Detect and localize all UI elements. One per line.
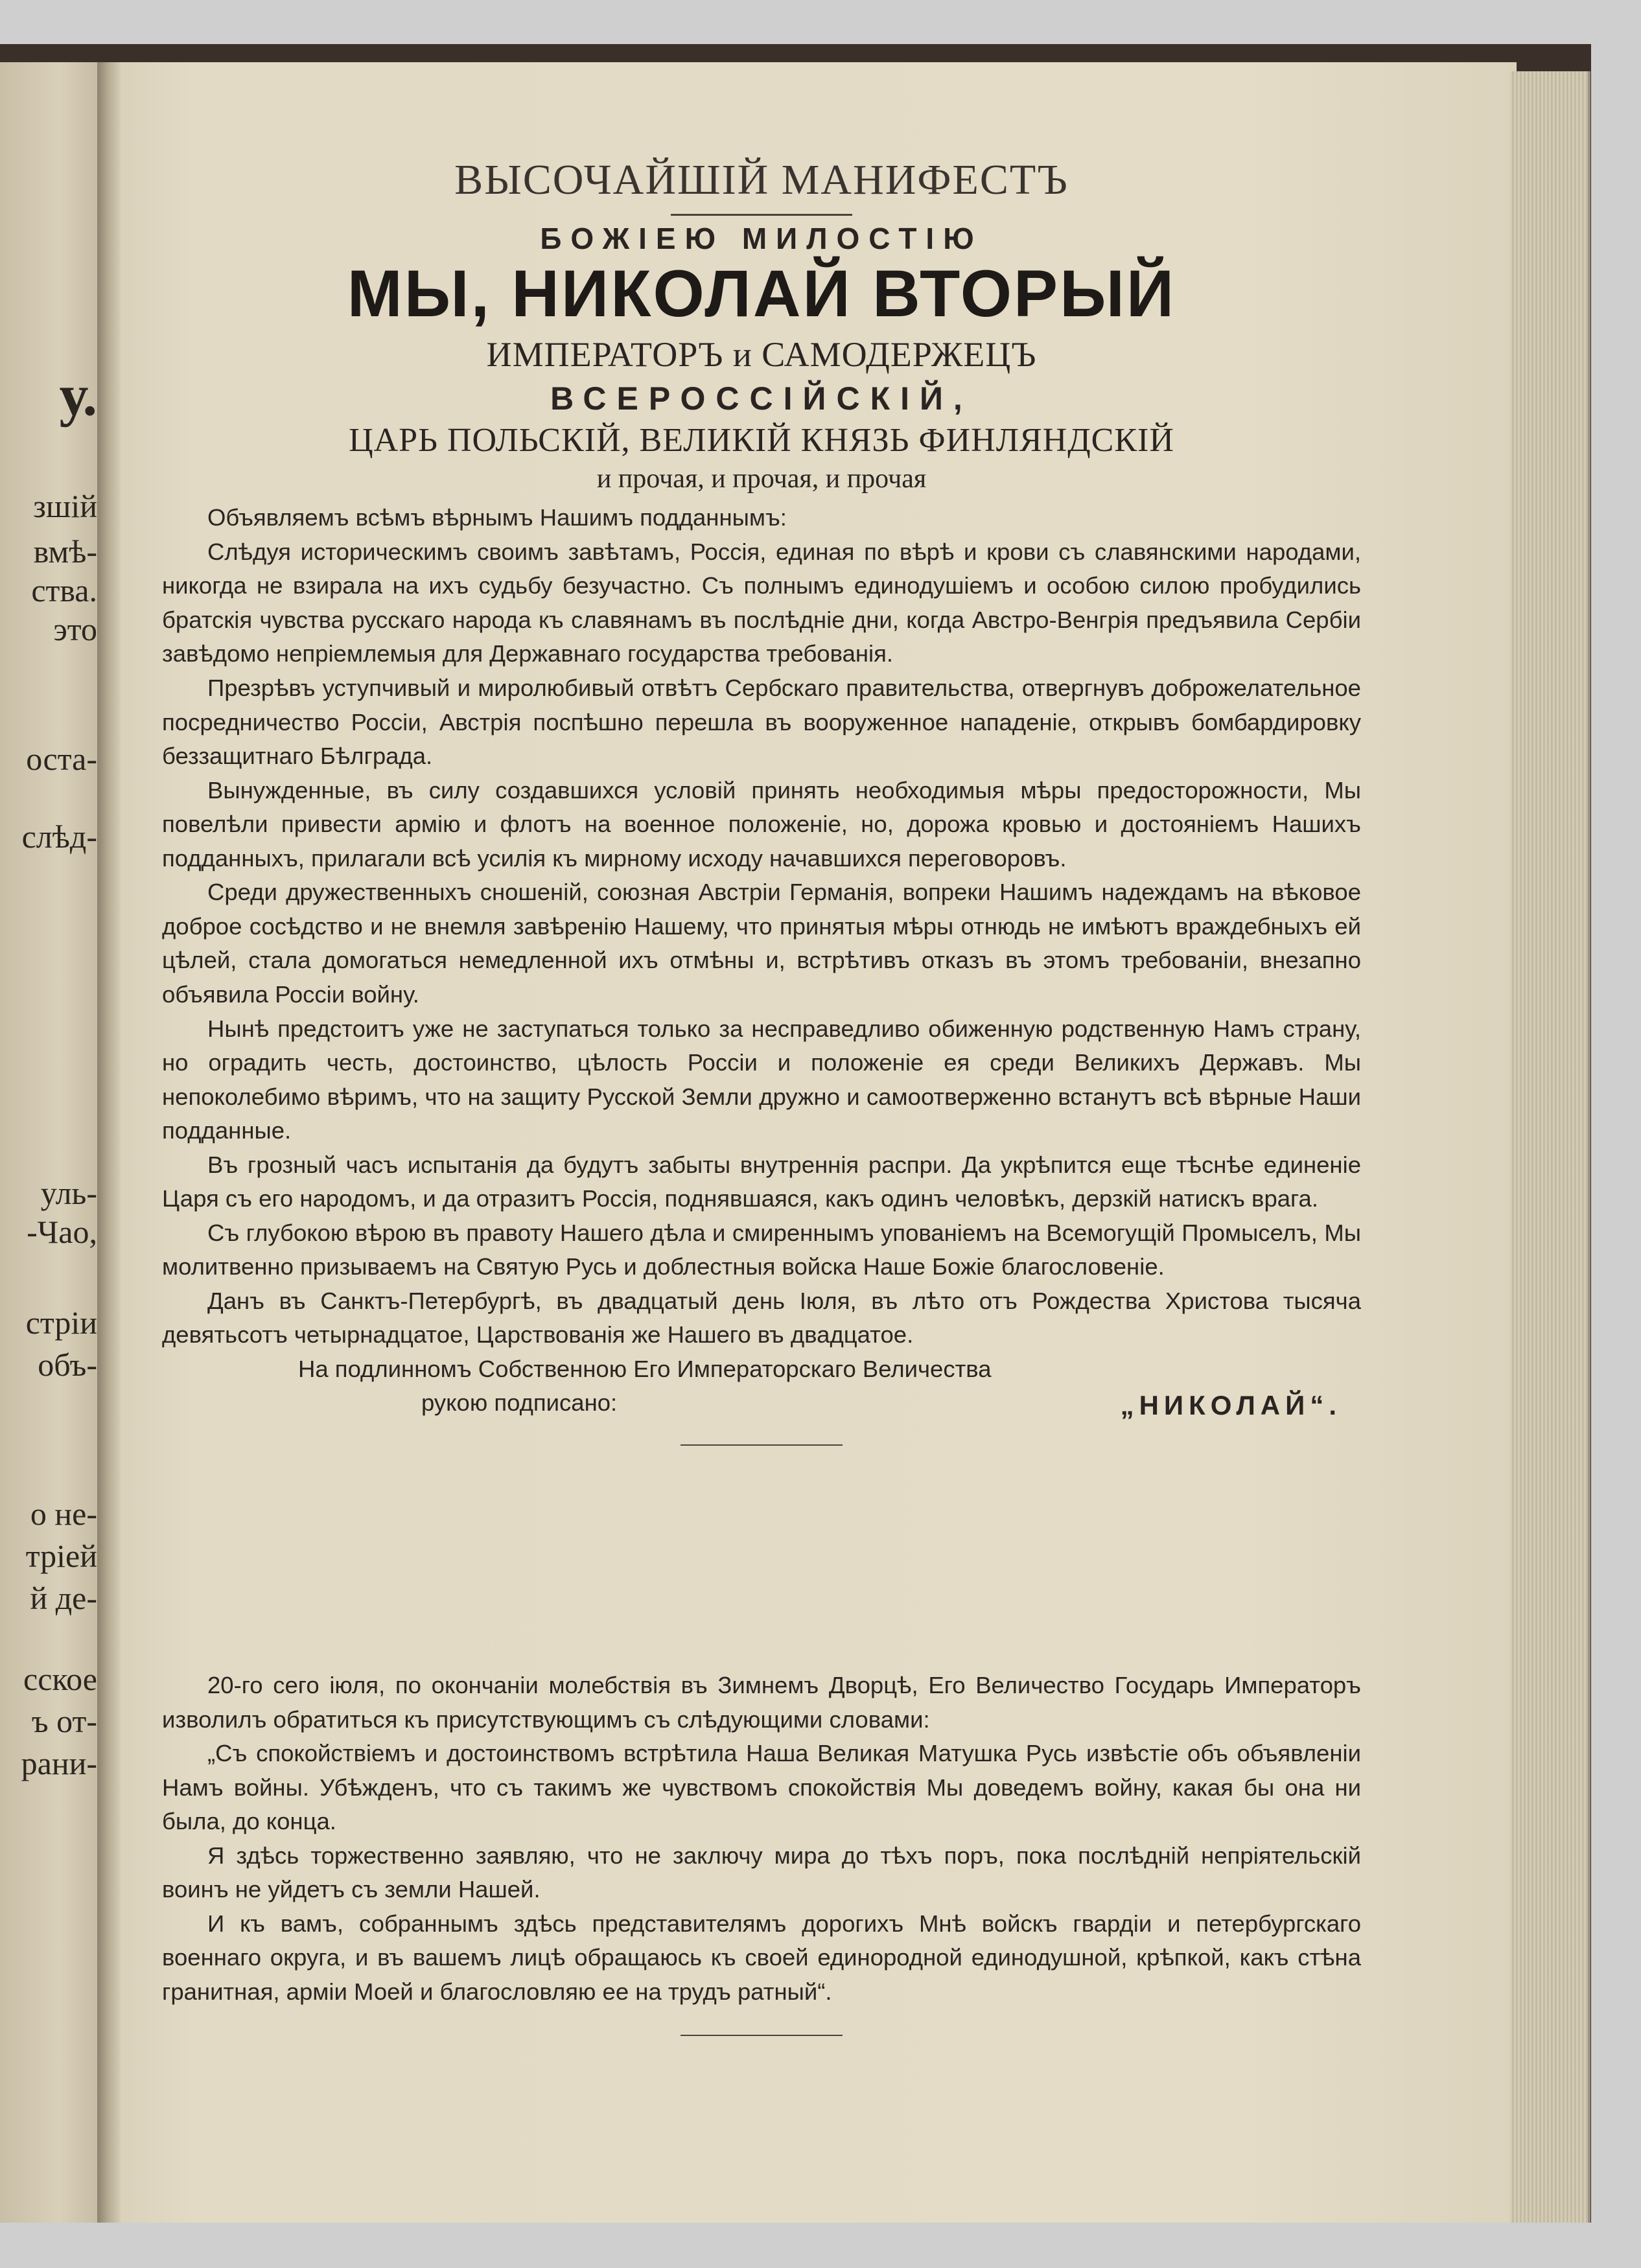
signed-line-1: На подлинномъ Собственною Его Императорскаго Величества bbox=[298, 1355, 992, 1382]
left-fragment: слѣд- bbox=[21, 818, 97, 855]
address-line: Объявляемъ всѣмъ вѣрнымъ Нашимъ подданнымъ: bbox=[207, 504, 787, 531]
emperor-name: МЫ, НИКОЛАЙ ВТОРЫЙ bbox=[347, 257, 1176, 330]
manifesto bbox=[162, 156, 1361, 1446]
left-fragment: оста- bbox=[26, 741, 97, 777]
speech-paragraph: „Съ спокойствіемъ и достоинствомъ встрѣтила Наша Великая Матушка Русь извѣстіе объ объявленіи Намъ войны. Убѣжденъ, что съ такимъ же чувствомъ спокойствія Мы доведемъ войну, какая бы она ни была, до конца. bbox=[162, 1740, 1361, 1835]
left-fragment: вмѣ- bbox=[33, 533, 97, 570]
speech-paragraph: Я здѣсь торжественно заявляю, что не заключу мира до тѣхъ поръ, пока послѣдній непріятельскій воинъ не уйдетъ съ земли Нашей. bbox=[162, 1842, 1361, 1903]
paragraph: Вынужденные, въ силу создавшихся условій принять необходимыя мѣры предосторожности, Мы повелѣли привести армію и флотъ на военное положеніе, но, дорожа кровью и достояніемъ Нашихъ подданныхъ, прилагали всѣ усилія къ мирному исходу начавшихся переговоровъ. bbox=[162, 776, 1361, 872]
signature-block bbox=[162, 1352, 1361, 1428]
end-rule bbox=[681, 2035, 843, 2036]
left-fragment: это bbox=[53, 611, 97, 647]
left-fragment: ства. bbox=[31, 572, 97, 608]
left-page bbox=[0, 62, 109, 2223]
signed-line-2: рукою подписано: bbox=[421, 1389, 618, 1416]
left-fragment: стріи bbox=[25, 1304, 97, 1341]
left-fragment: тріей bbox=[25, 1538, 97, 1574]
title-line-3: ЦАРЬ ПОЛЬСКІЙ, ВЕЛИКІЙ КНЯЗЬ ФИНЛЯНДСКІЙ bbox=[349, 422, 1174, 459]
paragraph: Съ глубокою вѣрою въ правоту Нашего дѣла и смиреннымъ упованіемъ на Всемогущій Промыселъ, Мы молитвенно призываемъ на Святую Русь и доблестныя войска Наше Божіе благословеніе. bbox=[162, 1219, 1361, 1280]
title-line-4: и прочая, и прочая, и прочая bbox=[596, 464, 927, 494]
speech-intro: 20-го сего іюля, по окончаніи молебствія въ Зимнемъ Дворцѣ, Его Величество Государь Императоръ изволилъ обратиться къ присутствующимъ съ слѣдующими словами: bbox=[162, 1672, 1361, 1733]
grace-line: БОЖІЕЮ МИЛОСТІЮ bbox=[540, 222, 983, 255]
left-fragment: объ- bbox=[38, 1347, 97, 1383]
left-fragment: у. bbox=[59, 364, 97, 428]
left-fragment: о не- bbox=[30, 1496, 97, 1532]
left-fragment: й де- bbox=[30, 1580, 97, 1616]
speech-section bbox=[162, 1669, 1361, 2036]
paragraph: Среди дружественныхъ сношеній, союзная Австріи Германія, вопреки Нашимъ надеждамъ на вѣковое доброе сосѣдство и не внемля завѣренію Нашему, что принятыя мѣры отнюдь не имѣютъ враждебныхъ ей цѣлей, стала домогаться немедленной ихъ отмѣны и, встрѣтивъ отказъ въ этомъ требованіи, внезапно объявила Россіи войну. bbox=[162, 879, 1361, 1008]
paragraph: Слѣдуя историческимъ своимъ завѣтамъ, Россія, единая по вѣрѣ и крови съ славянскими народами, никогда не взирала на ихъ судьбу безучастно. Съ полнымъ единодушіемъ и особою силою пробудились братскія чувства русскаго народа къ славянамъ въ послѣдніе дни, когда Австро-Венгрія предъявила Сербіи завѣдомо непріемлемыя для Державнаго государства требованія. bbox=[162, 538, 1361, 667]
left-fragment: -Чао, bbox=[27, 1214, 97, 1250]
title-rule bbox=[671, 214, 852, 216]
title-line-1: ИМПЕРАТОРЪ и САМОДЕРЖЕЦЪ bbox=[486, 335, 1037, 375]
section-rule bbox=[681, 1444, 843, 1446]
signature: „НИКОЛАЙ“. bbox=[1120, 1389, 1342, 1420]
book-gutter bbox=[97, 62, 121, 2223]
left-fragment: зшій bbox=[33, 488, 97, 524]
manifesto-title: ВЫСОЧАЙШІЙ МАНИФЕСТЪ bbox=[454, 156, 1069, 203]
page-edges bbox=[1510, 71, 1590, 2223]
left-fragment: сское bbox=[23, 1661, 97, 1697]
paragraph: Нынѣ предстоитъ уже не заступаться только за несправедливо обиженную родственную Намъ страну, но оградить честь, достоинство, цѣлость Россіи и положеніе ея среди Великихъ Державъ. Мы непоколебимо вѣримъ, что на защиту Русской Земли дружно и самоотверженно встанутъ всѣ вѣрные Наши подданные. bbox=[162, 1015, 1361, 1144]
title-line-2: ВСЕРОССІЙСКІЙ, bbox=[550, 380, 973, 417]
left-fragment: ъ от- bbox=[31, 1703, 97, 1739]
speech-paragraph: И къ вамъ, собраннымъ здѣсь представителямъ дорогихъ Мнѣ войскъ гвардіи и петербургскаго военнаго округа, и въ вашемъ лицѣ обращаюсь къ своей единородной единодушной, крѣпкой, какъ стѣна гранитная, арміи Моей и благословляю ее на трудъ ратный“. bbox=[162, 1910, 1361, 2005]
paragraph: Въ грозный часъ испытанія да будутъ забыты внутреннія распри. Да укрѣпится еще тѣснѣе единеніе Царя съ его народомъ, и да отразитъ Россія, поднявшаяся, какъ одинъ человѣкъ, дерзкій натискъ врага. bbox=[162, 1151, 1361, 1212]
paragraph: Презрѣвъ уступчивый и миролюбивый отвѣтъ Сербскаго правительства, отвергнувъ доброжелательное посредничество Россіи, Австрія поспѣшно перешла въ вооруженное нападеніе, открывъ бомбардировку беззащитнаго Бѣлграда. bbox=[162, 675, 1361, 770]
paragraph: Данъ въ Санктъ-Петербургѣ, въ двадцатый день Іюля, въ лѣто отъ Рождества Христова тысяча девятьсотъ четырнадцатое, Царствованія же Нашего въ двадцатое. bbox=[162, 1287, 1361, 1348]
left-fragment: уль- bbox=[40, 1175, 97, 1211]
left-fragment: рани- bbox=[21, 1745, 97, 1781]
